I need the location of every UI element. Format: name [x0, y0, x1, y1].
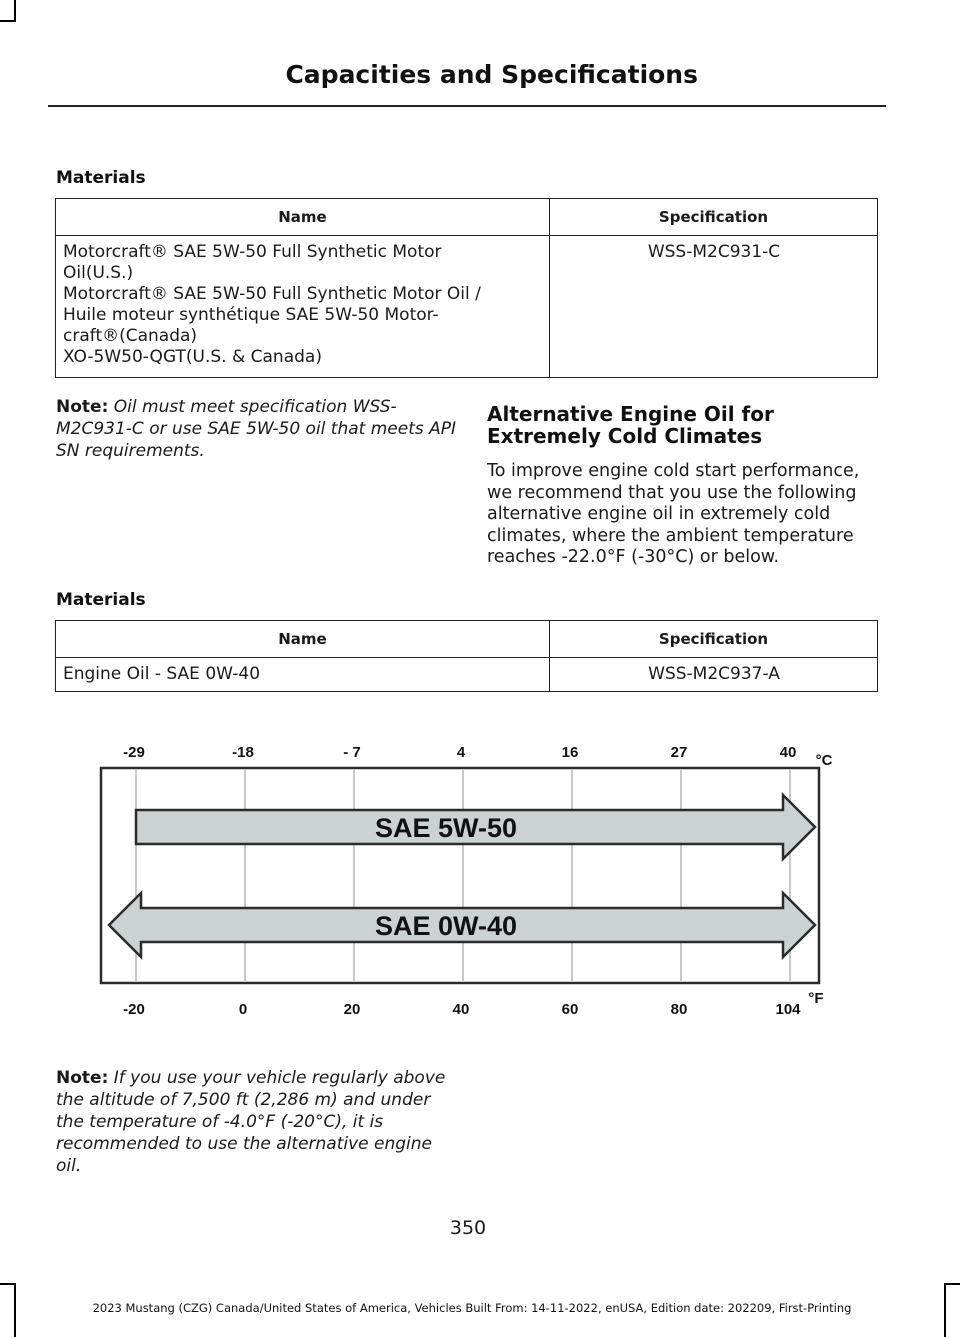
crop-mark-bottom-right-h	[944, 1283, 960, 1285]
materials-label-2: Materials	[56, 590, 146, 610]
fahrenheit-unit-label: °F	[808, 990, 824, 1007]
column-header-name: Name	[56, 621, 550, 658]
specification-cell: WSS-M2C931-C	[550, 236, 878, 378]
name-line: Oil(U.S.)	[63, 263, 134, 283]
celsius-tick-label: - 7	[343, 744, 361, 761]
footer-edition-info: 2023 Mustang (CZG) Canada/United States of America, Vehicles Built From: 14-11-2022, enUSA, Edition date: 202209, First-Printing	[92, 1301, 852, 1315]
celsius-tick-label: -29	[123, 744, 145, 761]
name-line: Motorcraft® SAE 5W-50 Full Synthetic Motor	[63, 242, 442, 262]
fahrenheit-tick-label: 104	[775, 1001, 801, 1018]
page-title: Capacities and Specifications	[285, 60, 698, 89]
series-label: SAE 0W-40	[374, 911, 518, 941]
section-heading-alternative-oil	[487, 403, 867, 447]
column-header-name: Name	[56, 199, 550, 236]
crop-mark-top-left-h	[0, 20, 16, 22]
crop-mark-bottom-left-v	[14, 1283, 16, 1337]
specification-cell: WSS-M2C937-A	[550, 658, 878, 692]
celsius-tick-label: -18	[232, 744, 254, 761]
chart-frame	[101, 768, 819, 983]
title-divider	[48, 105, 886, 107]
heading-line: Extremely Cold Climates	[487, 424, 763, 448]
heading-line: Alternative Engine Oil for	[487, 402, 774, 426]
materials-table-2	[55, 620, 878, 692]
name-cell	[56, 236, 550, 378]
celsius-unit-label: °C	[815, 752, 833, 769]
fahrenheit-tick-label: 20	[343, 1001, 361, 1018]
table-header-row	[56, 199, 878, 236]
fahrenheit-tick-label: 40	[452, 1001, 470, 1018]
celsius-tick-label: 27	[670, 744, 688, 761]
crop-mark-bottom-right-v	[944, 1283, 946, 1337]
column-header-specification: Specification	[550, 621, 878, 658]
table-row	[56, 236, 878, 378]
note-oil-spec	[56, 396, 456, 462]
celsius-tick-label: 4	[456, 744, 466, 761]
note-text: If you use your vehicle regularly above the altitude of 7,500 ft (2,286 m) and under the temperature of -4.0°F (-20°C), it is recommended to use the alternative engine oil.	[56, 1068, 446, 1176]
crop-mark-bottom-left-h	[0, 1283, 16, 1285]
table-header-row	[56, 621, 878, 658]
name-line: XO-5W50-QGT(U.S. & Canada)	[63, 347, 322, 367]
fahrenheit-tick-label: 80	[670, 1001, 688, 1018]
materials-label-1: Materials	[56, 168, 146, 188]
table-row	[56, 658, 878, 692]
materials-table-1	[55, 198, 878, 378]
celsius-tick-label: 40	[779, 744, 797, 761]
name-line: craft®(Canada)	[63, 326, 198, 346]
series-label: SAE 5W-50	[374, 813, 518, 843]
celsius-tick-label: 16	[561, 744, 579, 761]
name-cell: Engine Oil - SAE 0W-40	[56, 658, 550, 692]
alternative-oil-paragraph: To improve engine cold start performance, we recommend that you use the following alternative engine oil in extremely cold climates, where the ambient temperature reaches -22.0°F (-30°C) or below.	[487, 461, 860, 567]
fahrenheit-tick-label: 60	[561, 1001, 579, 1018]
name-line: Huile moteur synthétique SAE 5W-50 Motor-	[63, 305, 439, 325]
page-number: 350	[449, 1217, 487, 1239]
crop-mark-top-left-v	[14, 0, 16, 20]
name-line: Motorcraft® SAE 5W-50 Full Synthetic Motor Oil /	[63, 284, 481, 304]
fahrenheit-tick-label: -20	[123, 1001, 145, 1018]
fahrenheit-tick-label: 0	[238, 1001, 248, 1018]
note-label: Note:	[56, 397, 109, 417]
note-label: Note:	[56, 1068, 109, 1088]
oil-viscosity-temperature-chart	[96, 735, 833, 1025]
note-altitude	[56, 1067, 451, 1177]
column-header-specification: Specification	[550, 199, 878, 236]
note-text: Oil must meet specification WSS-M2C931-C or use SAE 5W-50 oil that meets API SN requirements.	[56, 397, 457, 461]
